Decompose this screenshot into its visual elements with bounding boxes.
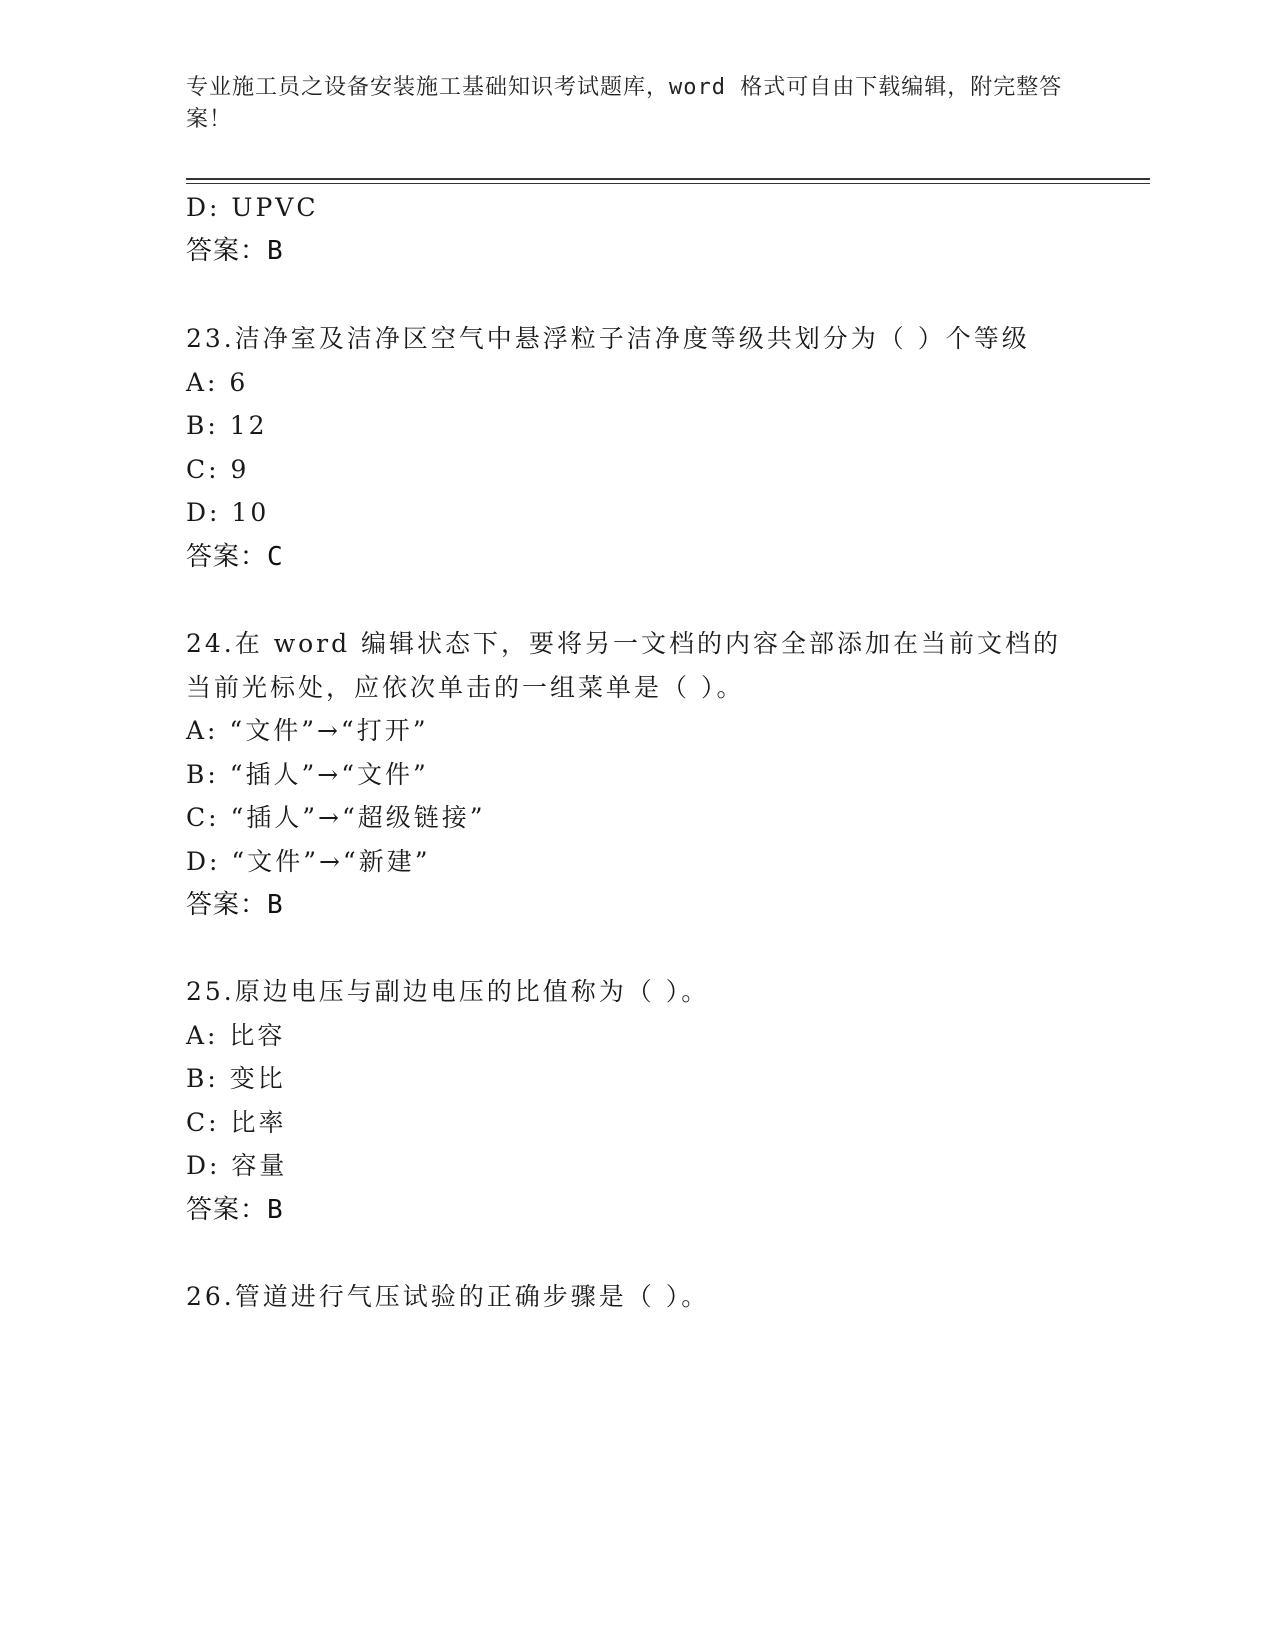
question-25-option-c: C: 比率: [186, 1108, 287, 1137]
question-23-option-a: A: 6: [186, 368, 249, 397]
question-25-option-b: B: 变比: [186, 1064, 286, 1093]
page-header: 专业施工员之设备安装施工基础知识考试题库，word 格式可自由下载编辑，附完整答案！: [186, 75, 1063, 132]
question-25-stem: 25.原边电压与副边电压的比值称为（ ）。: [186, 977, 710, 1006]
question-25-answer: 答案：B: [186, 1195, 284, 1225]
question-24-stem-line-1: 24.在 word 编辑状态下，要将另一文档的内容全部添加在当前文档的: [186, 629, 1062, 658]
question-23-answer: 答案：C: [186, 542, 284, 572]
question-24-option-a: A: “文件”→“打开”: [186, 716, 429, 745]
question-24-option-b: B: “插人”→“文件”: [186, 760, 429, 789]
question-24-answer: 答案：B: [186, 890, 284, 920]
question-26-stem: 26.管道进行气压试验的正确步骤是（ ）。: [186, 1282, 710, 1311]
question-25-option-a: A: 比容: [186, 1021, 286, 1050]
prev-option-d: D: UPVC: [186, 193, 319, 222]
question-24-option-c: C: “插人”→“超级链接”: [186, 803, 486, 832]
question-25-option-d: D: 容量: [186, 1151, 288, 1180]
question-23-option-b: B: 12: [186, 411, 268, 440]
prev-answer: 答案：B: [186, 236, 284, 266]
question-24-option-d: D: “文件”→“新建”: [186, 847, 431, 876]
question-23-option-d: D: 10: [186, 498, 270, 527]
question-23-option-c: C: 9: [186, 455, 250, 484]
question-23-stem: 23.洁净室及洁净区空气中悬浮粒子洁净度等级共划分为（ ）个等级: [186, 324, 1030, 353]
header-divider-thin: [186, 183, 1150, 184]
question-24-stem-line-2: 当前光标处，应依次单击的一组菜单是（ ）。: [186, 673, 745, 702]
header-divider: [186, 178, 1150, 180]
